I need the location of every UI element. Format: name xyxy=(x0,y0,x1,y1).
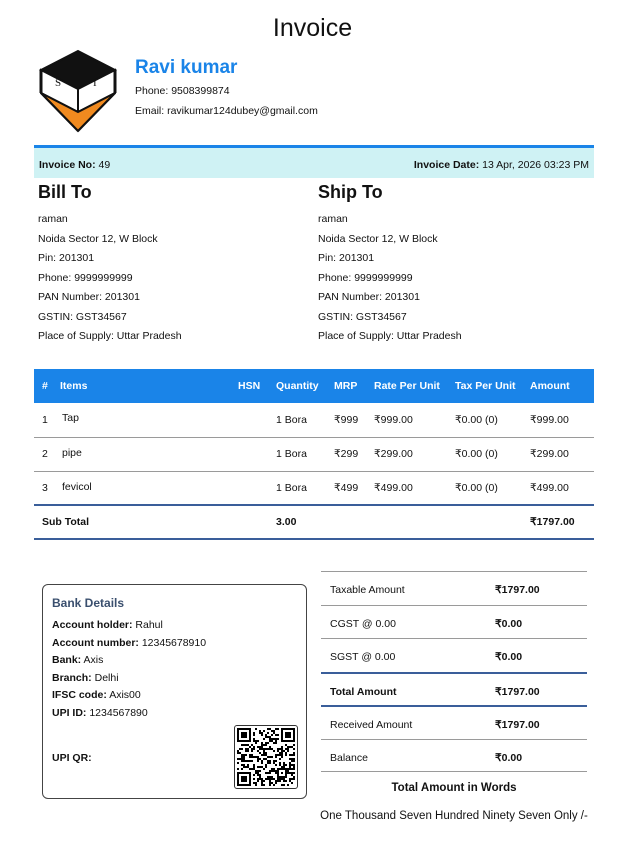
ship-to-pan: PAN Number: 201301 xyxy=(318,291,420,303)
summary-cgst: CGST @ 0.00 ₹0.00 xyxy=(321,605,587,639)
logo-letter-s: S xyxy=(55,77,62,89)
bill-to-name: raman xyxy=(38,213,68,225)
summary-taxable: Taxable Amount ₹1797.00 xyxy=(321,571,587,605)
company-logo xyxy=(38,48,118,134)
cell-rate: ₹499.00 xyxy=(370,471,451,505)
amount-summary xyxy=(321,571,587,772)
cell-mrp: ₹999 xyxy=(330,403,370,437)
cell-quantity: 1 Bora xyxy=(272,471,330,505)
bill-to-title: Bill To xyxy=(38,182,92,202)
bill-to-pan: PAN Number: 201301 xyxy=(38,291,140,303)
bank-name: Bank: Axis xyxy=(52,654,104,666)
cell-tax: ₹0.00 (0) xyxy=(451,437,526,471)
items-table-header xyxy=(34,369,594,403)
invoice-date xyxy=(414,159,589,171)
cell-index: 1 xyxy=(34,403,56,437)
cell-amount: ₹499.00 xyxy=(526,471,594,505)
subtotal-row xyxy=(34,505,594,539)
cell-amount: ₹299.00 xyxy=(526,437,594,471)
cell-rate: ₹999.00 xyxy=(370,403,451,437)
ship-to-block xyxy=(318,182,462,350)
ship-to-pin: Pin: 201301 xyxy=(318,252,375,264)
ship-to-supply: Place of Supply: Uttar Pradesh xyxy=(318,330,462,342)
ship-to-address: Noida Sector 12, W Block xyxy=(318,232,438,245)
company-phone: Phone: 9508399874 xyxy=(135,85,230,97)
ship-to-gstin: GSTIN: GST34567 xyxy=(318,310,407,323)
col-amount: Amount xyxy=(530,380,570,392)
upi-qr-label: UPI QR: xyxy=(52,752,92,764)
invoice-number xyxy=(39,159,110,171)
cell-item: pipe xyxy=(56,437,234,471)
col-index: # xyxy=(42,380,48,392)
ship-to-phone: Phone: 9999999999 xyxy=(318,271,413,284)
company-name: Ravi kumar xyxy=(135,57,238,78)
document-title: Invoice xyxy=(272,14,353,42)
subtotal-amount: ₹1797.00 xyxy=(526,505,594,539)
invoice-date-value: 13 Apr, 2026 03:23 PM xyxy=(482,159,589,171)
table-row xyxy=(34,403,594,437)
ship-to-name: raman xyxy=(318,213,348,225)
cell-quantity: 1 Bora xyxy=(272,403,330,437)
bill-to-address: Noida Sector 12, W Block xyxy=(38,232,158,245)
bill-to-gstin: GSTIN: GST34567 xyxy=(38,310,127,323)
cell-hsn xyxy=(234,437,272,471)
col-quantity: Quantity xyxy=(276,380,319,392)
invoice-number-label: Invoice No: xyxy=(39,159,96,171)
cell-tax: ₹0.00 (0) xyxy=(451,471,526,505)
table-row xyxy=(34,471,594,505)
bank-ifsc: IFSC code: Axis00 xyxy=(52,689,141,701)
ship-to-title: Ship To xyxy=(318,182,383,202)
bill-to-pin: Pin: 201301 xyxy=(38,252,95,264)
company-email: Email: ravikumar124dubey@gmail.com xyxy=(135,105,318,117)
bank-account-number: Account number: 12345678910 xyxy=(52,636,207,649)
cell-item: fevicol xyxy=(56,471,234,505)
cell-tax: ₹0.00 (0) xyxy=(451,403,526,437)
bank-details-card xyxy=(42,584,307,799)
company-block xyxy=(135,57,318,117)
bill-to-phone: Phone: 9999999999 xyxy=(38,271,133,284)
cell-hsn xyxy=(234,403,272,437)
cell-quantity: 1 Bora xyxy=(272,437,330,471)
amount-words-title: Total Amount in Words xyxy=(391,782,517,794)
summary-balance: Balance ₹0.00 xyxy=(321,739,587,773)
items-table xyxy=(34,369,594,540)
bank-branch: Branch: Delhi xyxy=(52,671,119,684)
upi-qr-code xyxy=(234,725,298,789)
cell-amount: ₹999.00 xyxy=(526,403,594,437)
bank-holder: Account holder: Rahul xyxy=(52,619,163,631)
col-tax: Tax Per Unit xyxy=(455,380,516,392)
summary-total: Total Amount ₹1797.00 xyxy=(321,672,587,706)
col-mrp: MRP xyxy=(334,380,358,392)
bill-to-block xyxy=(38,182,182,350)
cell-mrp: ₹299 xyxy=(330,437,370,471)
logo-letter-i: I xyxy=(93,77,97,89)
col-items: Items xyxy=(60,380,88,392)
invoice-info-bar xyxy=(34,145,594,178)
table-row xyxy=(34,437,594,471)
cell-index: 2 xyxy=(34,437,56,471)
bank-details-title: Bank Details xyxy=(52,596,125,610)
cell-index: 3 xyxy=(34,471,56,505)
subtotal-quantity: 3.00 xyxy=(272,505,330,539)
cell-mrp: ₹499 xyxy=(330,471,370,505)
summary-received: Received Amount ₹1797.00 xyxy=(321,705,587,739)
cell-item: Tap xyxy=(56,403,234,437)
subtotal-label: Sub Total xyxy=(34,505,272,539)
bank-upi-id: UPI ID: 1234567890 xyxy=(52,706,148,719)
invoice-date-label: Invoice Date: xyxy=(413,159,480,171)
summary-sgst: SGST @ 0.00 ₹0.00 xyxy=(321,638,587,672)
col-rate: Rate Per Unit xyxy=(374,380,440,392)
cell-rate: ₹299.00 xyxy=(370,437,451,471)
col-hsn: HSN xyxy=(238,380,261,392)
bill-to-supply: Place of Supply: Uttar Pradesh xyxy=(38,330,182,342)
amount-in-words: One Thousand Seven Hundred Ninety Seven Only /- xyxy=(320,810,588,822)
cell-hsn xyxy=(234,471,272,505)
invoice-number-value: 49 xyxy=(98,159,111,171)
